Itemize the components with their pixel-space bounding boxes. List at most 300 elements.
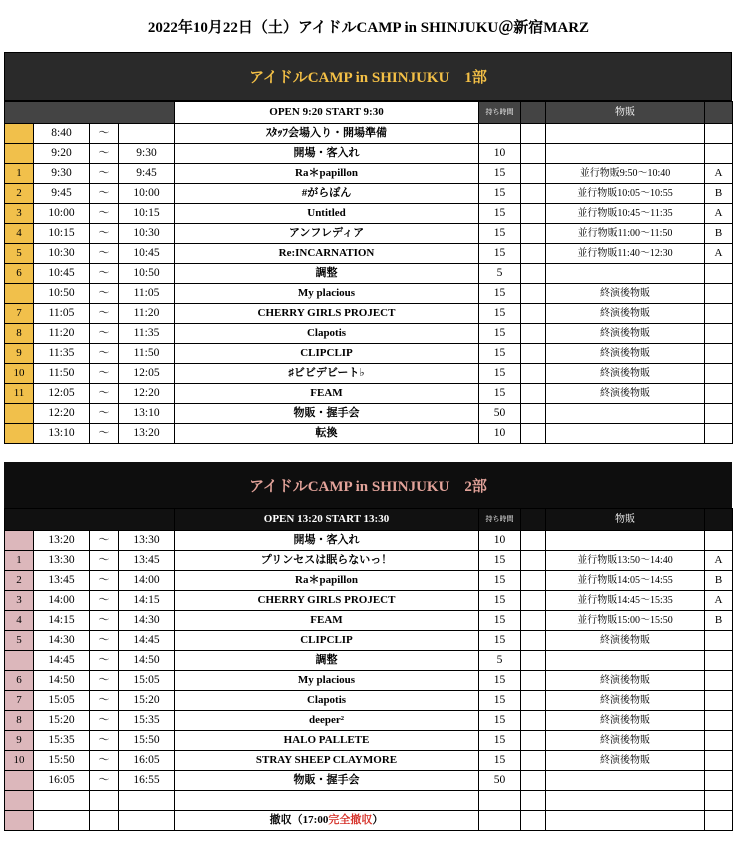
act-name: CHERRY GIRLS PROJECT xyxy=(175,304,479,324)
merch-booth: A xyxy=(705,164,733,184)
end-time xyxy=(119,124,175,144)
end-time: 12:05 xyxy=(119,364,175,384)
spacer-cell xyxy=(521,651,546,671)
part1-title: アイドルCAMP in SHINJUKU 1部 xyxy=(249,70,487,86)
tilde-separator: ～ xyxy=(90,364,119,384)
row-number: 2 xyxy=(5,184,34,204)
merch-booth xyxy=(705,651,733,671)
part1-band xyxy=(4,52,732,101)
tilde-separator xyxy=(90,791,119,811)
spacer-cell xyxy=(521,711,546,731)
row-number xyxy=(5,124,34,144)
act-name: 開場・客入れ xyxy=(175,531,479,551)
part2-hold-label: 持ち時間 xyxy=(479,509,521,531)
hold-minutes: 50 xyxy=(479,404,521,424)
end-time: 13:10 xyxy=(119,404,175,424)
row-number: 7 xyxy=(5,304,34,324)
hold-minutes: 15 xyxy=(479,611,521,631)
merch-booth xyxy=(705,631,733,651)
tilde-separator: ～ xyxy=(90,731,119,751)
spacer-cell xyxy=(521,204,546,224)
start-time: 15:50 xyxy=(34,751,90,771)
start-time: 15:35 xyxy=(34,731,90,751)
merch-booth: B xyxy=(705,611,733,631)
end-time: 15:35 xyxy=(119,711,175,731)
act-name: STRAY SHEEP CLAYMORE xyxy=(175,751,479,771)
merch-info: 並行物販9:50～10:40 xyxy=(546,164,705,184)
merch-info xyxy=(546,424,705,444)
row-number: 8 xyxy=(5,324,34,344)
merch-info: 終演後物販 xyxy=(546,384,705,404)
act-name: CLIPCLIP xyxy=(175,631,479,651)
act-name: 調整 xyxy=(175,651,479,671)
tilde-separator: ～ xyxy=(90,691,119,711)
merch-info: 並行物販11:00～11:50 xyxy=(546,224,705,244)
table-row xyxy=(5,344,733,364)
merch-booth xyxy=(705,124,733,144)
part1-hold-label: 持ち時間 xyxy=(479,102,521,124)
row-number xyxy=(5,791,34,811)
tilde-separator: ～ xyxy=(90,631,119,651)
hold-minutes: 10 xyxy=(479,424,521,444)
start-time: 12:05 xyxy=(34,384,90,404)
row-number: 3 xyxy=(5,591,34,611)
tilde-separator: ～ xyxy=(90,304,119,324)
merch-info: 終演後物販 xyxy=(546,284,705,304)
merch-info: 終演後物販 xyxy=(546,711,705,731)
table-row xyxy=(5,264,733,284)
hold-minutes: 10 xyxy=(479,144,521,164)
row-number: 4 xyxy=(5,611,34,631)
merch-booth: B xyxy=(705,184,733,204)
table-row xyxy=(5,404,733,424)
spacer-cell xyxy=(521,731,546,751)
merch-booth xyxy=(705,424,733,444)
act-name: 転換 xyxy=(175,424,479,444)
part2-merch-label: 物販 xyxy=(546,509,705,531)
merch-info: 並行物販11:40～12:30 xyxy=(546,244,705,264)
table-row xyxy=(5,144,733,164)
end-time: 15:50 xyxy=(119,731,175,751)
hold-minutes xyxy=(479,791,521,811)
row-number xyxy=(5,531,34,551)
merch-info: 終演後物販 xyxy=(546,671,705,691)
spacer-cell xyxy=(521,771,546,791)
end-time: 11:05 xyxy=(119,284,175,304)
hold-minutes: 15 xyxy=(479,711,521,731)
spacer-cell xyxy=(521,264,546,284)
merch-info xyxy=(546,531,705,551)
act-name: プリンセスは眠らないっ！ xyxy=(175,551,479,571)
removal-prefix: 撤収（17:00 xyxy=(269,814,329,826)
start-time: 14:00 xyxy=(34,591,90,611)
tilde-separator: ～ xyxy=(90,384,119,404)
spacer-cell xyxy=(521,144,546,164)
end-time: 14:50 xyxy=(119,651,175,671)
act-name: ｽﾀｯﾌ会場入り・開場準備 xyxy=(175,124,479,144)
start-time: 13:30 xyxy=(34,551,90,571)
end-time: 13:45 xyxy=(119,551,175,571)
tilde-separator: ～ xyxy=(90,244,119,264)
start-time: 13:10 xyxy=(34,424,90,444)
hold-minutes: 15 xyxy=(479,571,521,591)
spacer-cell xyxy=(521,591,546,611)
act-name: 物販・握手会 xyxy=(175,404,479,424)
act-name: Clapotis xyxy=(175,324,479,344)
tilde-separator: ～ xyxy=(90,164,119,184)
hold-minutes: 15 xyxy=(479,284,521,304)
part1-merch-label: 物販 xyxy=(546,102,705,124)
start-time: 11:50 xyxy=(34,364,90,384)
spacer-cell xyxy=(521,344,546,364)
table-row xyxy=(5,691,733,711)
end-time: 11:35 xyxy=(119,324,175,344)
merch-booth: B xyxy=(705,571,733,591)
end-time: 13:20 xyxy=(119,424,175,444)
spacer-cell xyxy=(521,751,546,771)
row-number: 10 xyxy=(5,364,34,384)
row-number: 9 xyxy=(5,344,34,364)
part2-band xyxy=(4,462,732,508)
merch-booth xyxy=(705,324,733,344)
hold-minutes: 15 xyxy=(479,344,521,364)
row-number: 1 xyxy=(5,551,34,571)
merch-booth: B xyxy=(705,224,733,244)
part1-open-start: OPEN 9:20 START 9:30 xyxy=(175,102,479,124)
part2-schedule-table xyxy=(4,508,733,831)
table-row xyxy=(5,124,733,144)
table-row xyxy=(5,651,733,671)
table-row xyxy=(5,384,733,404)
table-row xyxy=(5,591,733,611)
merch-info: 終演後物販 xyxy=(546,631,705,651)
act-name: アンフレディア xyxy=(175,224,479,244)
table-row xyxy=(5,324,733,344)
spacer-cell xyxy=(521,631,546,651)
tilde-separator: ～ xyxy=(90,264,119,284)
end-time: 13:30 xyxy=(119,531,175,551)
spacer-cell xyxy=(521,224,546,244)
merch-booth xyxy=(705,364,733,384)
row-number xyxy=(5,651,34,671)
spacer-cell xyxy=(521,531,546,551)
tilde-separator: ～ xyxy=(90,611,119,631)
tilde-separator: ～ xyxy=(90,671,119,691)
part2-title: アイドルCAMP in SHINJUKU 2部 xyxy=(249,478,487,495)
end-time: 15:05 xyxy=(119,671,175,691)
tilde-separator: ～ xyxy=(90,591,119,611)
merch-info xyxy=(546,264,705,284)
hold-minutes xyxy=(479,124,521,144)
merch-booth xyxy=(705,731,733,751)
row-number: 9 xyxy=(5,731,34,751)
part2-header-row xyxy=(5,509,733,531)
merch-info: 終演後物販 xyxy=(546,344,705,364)
start-time: 10:50 xyxy=(34,284,90,304)
merch-booth xyxy=(705,531,733,551)
merch-info: 終演後物販 xyxy=(546,751,705,771)
hold-minutes: 50 xyxy=(479,771,521,791)
merch-booth: A xyxy=(705,551,733,571)
hold-minutes: 15 xyxy=(479,691,521,711)
tilde-separator: ～ xyxy=(90,324,119,344)
start-time: 14:30 xyxy=(34,631,90,651)
spacer-cell xyxy=(521,571,546,591)
start-time: 15:05 xyxy=(34,691,90,711)
merch-booth xyxy=(705,404,733,424)
hold-minutes: 15 xyxy=(479,384,521,404)
start-time: 9:20 xyxy=(34,144,90,164)
end-time: 11:20 xyxy=(119,304,175,324)
row-number xyxy=(5,771,34,791)
start-time: 13:20 xyxy=(34,531,90,551)
row-number xyxy=(5,144,34,164)
row-number: 4 xyxy=(5,224,34,244)
merch-booth xyxy=(705,751,733,771)
table-row xyxy=(5,304,733,324)
row-number: 3 xyxy=(5,204,34,224)
merch-booth xyxy=(705,671,733,691)
spacer-cell xyxy=(521,124,546,144)
act-name: 開場・客入れ xyxy=(175,144,479,164)
start-time: 9:45 xyxy=(34,184,90,204)
end-time: 10:45 xyxy=(119,244,175,264)
spacer-cell xyxy=(521,304,546,324)
tilde-separator: ～ xyxy=(90,531,119,551)
part1-header-row xyxy=(5,102,733,124)
table-row xyxy=(5,551,733,571)
merch-info: 並行物販15:00～15:50 xyxy=(546,611,705,631)
hold-minutes: 15 xyxy=(479,631,521,651)
merch-info xyxy=(546,404,705,424)
tilde-separator: ～ xyxy=(90,711,119,731)
start-time: 11:20 xyxy=(34,324,90,344)
tilde-separator: ～ xyxy=(90,751,119,771)
end-time: 9:45 xyxy=(119,164,175,184)
merch-booth xyxy=(705,264,733,284)
start-time: 10:45 xyxy=(34,264,90,284)
end-time xyxy=(119,791,175,811)
hold-minutes: 15 xyxy=(479,671,521,691)
hold-minutes: 15 xyxy=(479,304,521,324)
start-time: 10:30 xyxy=(34,244,90,264)
start-time: 11:35 xyxy=(34,344,90,364)
merch-booth: A xyxy=(705,244,733,264)
merch-info xyxy=(546,651,705,671)
tilde-separator: ～ xyxy=(90,224,119,244)
start-time: 8:40 xyxy=(34,124,90,144)
end-time: 16:55 xyxy=(119,771,175,791)
merch-info: 並行物販10:05～10:55 xyxy=(546,184,705,204)
spacer-cell xyxy=(521,244,546,264)
end-time: 14:00 xyxy=(119,571,175,591)
tilde-separator: ～ xyxy=(90,571,119,591)
start-time: 14:15 xyxy=(34,611,90,631)
tilde-separator: ～ xyxy=(90,424,119,444)
act-name: My placious xyxy=(175,284,479,304)
row-number: 7 xyxy=(5,691,34,711)
start-time: 10:15 xyxy=(34,224,90,244)
hold-minutes: 15 xyxy=(479,244,521,264)
spacer-cell xyxy=(521,324,546,344)
hold-minutes: 15 xyxy=(479,364,521,384)
hold-minutes: 15 xyxy=(479,731,521,751)
merch-info: 終演後物販 xyxy=(546,304,705,324)
table-row xyxy=(5,424,733,444)
tilde-separator: ～ xyxy=(90,124,119,144)
merch-info xyxy=(546,144,705,164)
row-number xyxy=(5,404,34,424)
spacer-cell xyxy=(521,364,546,384)
act-name: 調整 xyxy=(175,264,479,284)
start-time: 14:50 xyxy=(34,671,90,691)
row-number xyxy=(5,284,34,304)
hold-minutes: 10 xyxy=(479,531,521,551)
act-name: CHERRY GIRLS PROJECT xyxy=(175,591,479,611)
table-row xyxy=(5,571,733,591)
merch-booth xyxy=(705,344,733,364)
merch-booth xyxy=(705,384,733,404)
row-number: 10 xyxy=(5,751,34,771)
tilde-separator: ～ xyxy=(90,204,119,224)
spacer-cell xyxy=(521,164,546,184)
row-number: 1 xyxy=(5,164,34,184)
act-name: Ra＊papillon xyxy=(175,571,479,591)
spacer-cell xyxy=(521,691,546,711)
end-time: 14:15 xyxy=(119,591,175,611)
table-row xyxy=(5,671,733,691)
act-name xyxy=(175,791,479,811)
act-name: Clapotis xyxy=(175,691,479,711)
tilde-separator: ～ xyxy=(90,404,119,424)
table-row xyxy=(5,631,733,651)
tilde-separator: ～ xyxy=(90,144,119,164)
act-name: 物販・握手会 xyxy=(175,771,479,791)
end-time: 10:15 xyxy=(119,204,175,224)
tilde-separator: ～ xyxy=(90,771,119,791)
row-number xyxy=(5,424,34,444)
table-row xyxy=(5,364,733,384)
spacer-cell xyxy=(521,671,546,691)
end-time: 10:50 xyxy=(119,264,175,284)
end-time: 10:00 xyxy=(119,184,175,204)
tilde-separator: ～ xyxy=(90,184,119,204)
end-time: 9:30 xyxy=(119,144,175,164)
merch-info: 終演後物販 xyxy=(546,691,705,711)
spacer-cell xyxy=(521,404,546,424)
part2-open-start: OPEN 13:20 START 13:30 xyxy=(175,509,479,531)
act-name: FEAM xyxy=(175,611,479,631)
merch-info: 並行物販10:45～11:35 xyxy=(546,204,705,224)
hold-minutes: 5 xyxy=(479,264,521,284)
page-title: 2022年10月22日（土）アイドルCAMP in SHINJUKU＠新宿MARZ xyxy=(147,19,590,36)
merch-info: 終演後物販 xyxy=(546,731,705,751)
act-name: Re:INCARNATION xyxy=(175,244,479,264)
merch-info: 終演後物販 xyxy=(546,324,705,344)
spacer-cell xyxy=(521,184,546,204)
merch-booth xyxy=(705,791,733,811)
row-number: 5 xyxy=(5,244,34,264)
act-name: Ra＊papillon xyxy=(175,164,479,184)
table-row xyxy=(5,611,733,631)
table-row xyxy=(5,284,733,304)
start-time: 10:00 xyxy=(34,204,90,224)
merch-info xyxy=(546,791,705,811)
table-row xyxy=(5,731,733,751)
end-time: 11:50 xyxy=(119,344,175,364)
end-time: 14:45 xyxy=(119,631,175,651)
start-time xyxy=(34,791,90,811)
merch-info: 並行物販14:05～14:55 xyxy=(546,571,705,591)
row-number: 5 xyxy=(5,631,34,651)
end-time: 12:20 xyxy=(119,384,175,404)
act-name: CLIPCLIP xyxy=(175,344,479,364)
table-row xyxy=(5,751,733,771)
merch-booth: A xyxy=(705,204,733,224)
merch-booth xyxy=(705,771,733,791)
merch-info xyxy=(546,771,705,791)
start-time: 16:05 xyxy=(34,771,90,791)
end-time: 10:30 xyxy=(119,224,175,244)
merch-info: 並行物販13:50～14:40 xyxy=(546,551,705,571)
end-time: 15:20 xyxy=(119,691,175,711)
merch-info xyxy=(546,124,705,144)
row-number: 6 xyxy=(5,264,34,284)
merch-info: 終演後物販 xyxy=(546,364,705,384)
act-name: ♯ビビデビート♭ xyxy=(175,364,479,384)
table-row xyxy=(5,164,733,184)
table-row xyxy=(5,184,733,204)
end-time: 16:05 xyxy=(119,751,175,771)
hold-minutes: 15 xyxy=(479,324,521,344)
tilde-separator: ～ xyxy=(90,551,119,571)
start-time: 9:30 xyxy=(34,164,90,184)
start-time: 13:45 xyxy=(34,571,90,591)
removal-suffix: ） xyxy=(372,814,384,826)
row-number: 6 xyxy=(5,671,34,691)
act-name: HALO PALLETE xyxy=(175,731,479,751)
table-row xyxy=(5,791,733,811)
removal-cell xyxy=(175,811,479,831)
act-name: deeper² xyxy=(175,711,479,731)
table-row xyxy=(5,531,733,551)
merch-booth: A xyxy=(705,591,733,611)
tilde-separator: ～ xyxy=(90,344,119,364)
merch-booth xyxy=(705,304,733,324)
act-name: My placious xyxy=(175,671,479,691)
hold-minutes: 15 xyxy=(479,551,521,571)
hold-minutes: 15 xyxy=(479,224,521,244)
merch-info: 並行物販14:45～15:35 xyxy=(546,591,705,611)
tilde-separator: ～ xyxy=(90,651,119,671)
spacer-cell xyxy=(521,424,546,444)
spacer-cell xyxy=(521,384,546,404)
end-time: 14:30 xyxy=(119,611,175,631)
merch-booth xyxy=(705,284,733,304)
removal-row xyxy=(5,811,733,831)
table-row xyxy=(5,204,733,224)
table-row xyxy=(5,711,733,731)
start-time: 12:20 xyxy=(34,404,90,424)
row-number: 8 xyxy=(5,711,34,731)
tilde-separator: ～ xyxy=(90,284,119,304)
start-time: 11:05 xyxy=(34,304,90,324)
spacer-cell xyxy=(521,551,546,571)
part1-schedule-table xyxy=(4,101,733,444)
hold-minutes: 15 xyxy=(479,204,521,224)
table-row xyxy=(5,244,733,264)
table-row xyxy=(5,224,733,244)
